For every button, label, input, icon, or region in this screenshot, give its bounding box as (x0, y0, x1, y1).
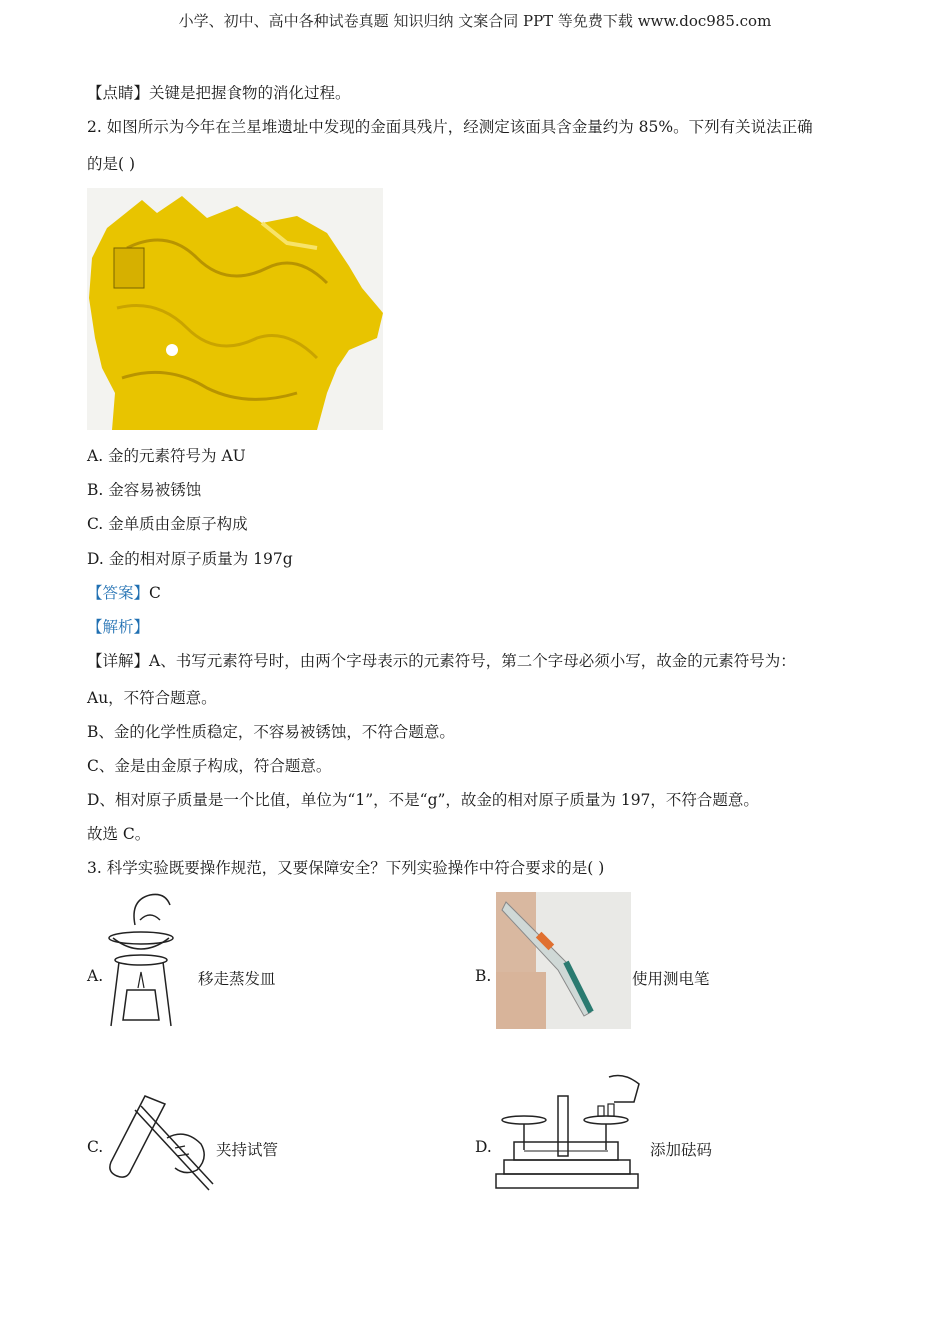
analysis-tag: 【解析】 (87, 618, 150, 636)
dianjing-note: 【点睛】关键是把握食物的消化过程。 (87, 84, 351, 102)
answer-line (87, 582, 161, 604)
detail-line-1: 【详解】A、书写元素符号时，由两个字母表示的元素符号，第二个字母必须小写，故金的元素符号为： (87, 652, 796, 670)
answer-value: C (149, 584, 161, 602)
test-pen-photo (496, 892, 631, 1029)
q2-stem-line2: 的是( ) (87, 155, 136, 173)
detail-line-2: Au，不符合题意。 (87, 689, 217, 707)
q2-option-c: C. 金单质由金原子构成 (87, 515, 248, 533)
q2-option-b: B. 金容易被锈蚀 (87, 481, 202, 499)
q3-option-a-label: A. (87, 967, 104, 985)
page-header: 小学、初中、高中各种试卷真题 知识归纳 文案合同 PPT 等免费下载 www.doc985.com (178, 12, 772, 30)
detail-line-6: 故选 C。 (87, 825, 151, 843)
answer-tag: 【答案】 (87, 584, 150, 602)
q3-option-b-text: 使用测电笔 (632, 970, 710, 988)
gold-mask-image (87, 188, 383, 430)
q3-option-d-text: 添加砝码 (650, 1141, 713, 1159)
detail-line-5: D、相对原子质量是一个比值，单位为“1”，不是“g”，故金的相对原子质量为 197，不符合题意。 (87, 791, 759, 809)
balance-scale-illustration (494, 1072, 640, 1192)
q3-option-c-label: C. (87, 1138, 104, 1156)
q2-stem-line1: 2. 如图所示为今年在兰星堆遗址中发现的金面具残片，经测定该面具含金量约为 85%。下列有关说法正确 (87, 118, 813, 136)
q3-stem: 3. 科学实验既要操作规范，又要保障安全？下列实验操作中符合要求的是( ) (87, 859, 605, 877)
q3-option-a-text: 移走蒸发皿 (198, 970, 276, 988)
q2-option-a: A. 金的元素符号为 AU (87, 447, 246, 465)
test-tube-holder-illustration (105, 1088, 215, 1196)
evaporating-dish-illustration (105, 890, 177, 1030)
q3-option-c-text: 夹持试管 (216, 1141, 279, 1159)
q2-option-d: D. 金的相对原子质量为 197g (87, 550, 293, 568)
detail-line-3: B、金的化学性质稳定，不容易被锈蚀，不符合题意。 (87, 723, 455, 741)
q3-option-b-label: B. (475, 967, 492, 985)
q3-option-d-label: D. (475, 1138, 492, 1156)
detail-line-4: C、金是由金原子构成，符合题意。 (87, 757, 332, 775)
